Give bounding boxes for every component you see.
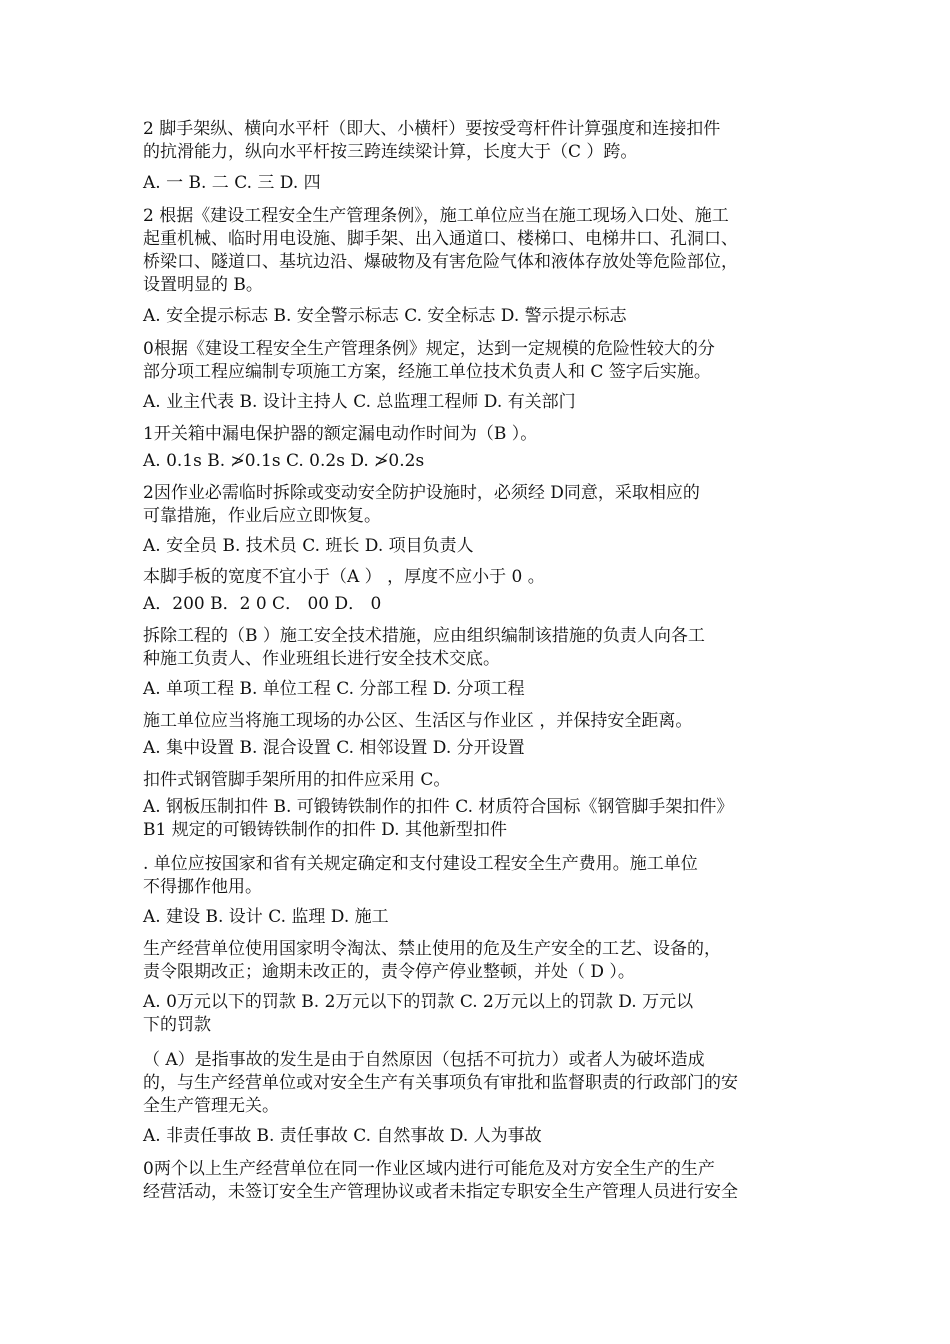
question-line: 责令限期改正；逾期未改正的，责令停产停业整顿，并处（ D ）。: [143, 962, 635, 982]
question-line: 施工单位应当将施工现场的办公区、生活区与作业区 ，并保持安全距离。: [143, 711, 693, 731]
question-line: 的抗滑能力，纵向水平杆按三跨连续梁计算，长度大于（C ）跨。: [143, 142, 638, 162]
question-11: [143, 938, 815, 984]
question-line: 2 根据《建设工程安全生产管理条例》，施工单位应当在施工现场入口处、施工: [143, 206, 729, 226]
option-line: B1 规定的可锻铸铁制作的扣件 D. 其他新型扣件: [143, 820, 507, 840]
option-line: 下的罚款: [143, 1015, 211, 1035]
question-8: [143, 710, 815, 733]
question-2: [143, 205, 815, 297]
question-13: [143, 1158, 815, 1204]
question-5-options: A. 安全员 B. 技术员 C. 班长 D. 项目负责人: [143, 536, 474, 556]
question-3: [143, 338, 815, 384]
question-7: [143, 625, 815, 671]
question-line: 本脚手板的宽度不宜小于（A ） ，厚度不应小于 0 。: [143, 567, 545, 587]
question-4-options: A. 0.1s B. ≯0.1s C. 0.2s D. ≯0.2s: [143, 451, 425, 471]
question-6: [143, 566, 815, 589]
question-line: 设置明显的 B。: [143, 275, 263, 295]
question-line: 生产经营单位使用国家明令淘汰、禁止使用的危及生产安全的工艺、设备的，: [143, 939, 721, 959]
question-line: 全生产管理无关。: [143, 1096, 279, 1116]
question-line: 0根据《建设工程安全生产管理条例》规定，达到一定规模的危险性较大的分: [143, 339, 715, 359]
question-line: 不得挪作他用。: [143, 877, 262, 897]
question-line: . 单位应按国家和省有关规定确定和支付建设工程安全生产费用。施工单位: [143, 854, 698, 874]
question-line: 的，与生产经营单位或对安全生产有关事项负有审批和监督职责的行政部门的安: [143, 1073, 738, 1093]
question-line: 可靠措施，作业后应立即恢复。: [143, 506, 381, 526]
question-line: （ A）是指事故的发生是由于自然原因（包括不可抗力）或者人为破坏造成: [143, 1050, 705, 1070]
question-line: 1开关箱中漏电保护器的额定漏电动作时间为（B ）。: [143, 424, 538, 444]
question-line: 种施工负责人、作业班组长进行安全技术交底。: [143, 649, 500, 669]
question-6-options: A．200 B．2 0 C． 00 D． 0: [143, 594, 382, 614]
question-8-options: A. 集中设置 B. 混合设置 C. 相邻设置 D. 分开设置: [143, 738, 525, 758]
question-7-options: A. 单项工程 B. 单位工程 C. 分部工程 D. 分项工程: [143, 679, 525, 699]
question-9-options: [143, 796, 815, 842]
question-10: [143, 853, 815, 899]
question-12: [143, 1049, 815, 1118]
question-10-options: A. 建设 B. 设计 C. 监理 D. 施工: [143, 907, 389, 927]
question-line: 0两个以上生产经营单位在同一作业区域内进行可能危及对方安全生产的生产: [143, 1159, 715, 1179]
option-line: A. 钢板压制扣件 B. 可锻铸铁制作的扣件 C. 材质符合国标《钢管脚手架扣件》: [143, 797, 734, 817]
question-line: 拆除工程的（B ）施工安全技术措施，应由组织编制该措施的负责人向各工: [143, 626, 705, 646]
question-1-options: A. 一 B. 二 C. 三 D. 四: [143, 173, 321, 193]
question-12-options: A. 非责任事故 B. 责任事故 C. 自然事故 D. 人为事故: [143, 1126, 542, 1146]
question-1: [143, 118, 815, 164]
question-3-options: A. 业主代表 B. 设计主持人 C. 总监理工程师 D. 有关部门: [143, 392, 576, 412]
option-line: A. 0万元以下的罚款 B. 2万元以下的罚款 C. 2万元以上的罚款 D. 万元以: [143, 992, 694, 1012]
question-2-options: A. 安全提示标志 B. 安全警示标志 C. 安全标志 D. 警示提示标志: [143, 306, 627, 326]
question-line: 经营活动，未签订安全生产管理协议或者未指定专职安全生产管理人员进行安全: [143, 1182, 738, 1202]
question-9: [143, 769, 815, 792]
question-5: [143, 482, 815, 528]
question-line: 起重机械、临时用电设施、脚手架、出入通道口、楼梯口、电梯井口、孔洞口、: [143, 229, 738, 249]
question-line: 部分项工程应编制专项施工方案，经施工单位技术负责人和 C 签字后实施。: [143, 362, 711, 382]
question-line: 扣件式钢管脚手架所用的扣件应采用 C。: [143, 770, 451, 790]
question-line: 桥梁口、隧道口、基坑边沿、爆破物及有害危险气体和液体存放处等危险部位，: [143, 252, 738, 272]
question-11-options: [143, 991, 815, 1037]
question-line: 2因作业必需临时拆除或变动安全防护设施时，必须经 D同意，采取相应的: [143, 483, 700, 503]
question-4: [143, 423, 815, 446]
question-line: 2 脚手架纵、横向水平杆（即大、小横杆）要按受弯杆件计算强度和连接扣件: [143, 119, 721, 139]
